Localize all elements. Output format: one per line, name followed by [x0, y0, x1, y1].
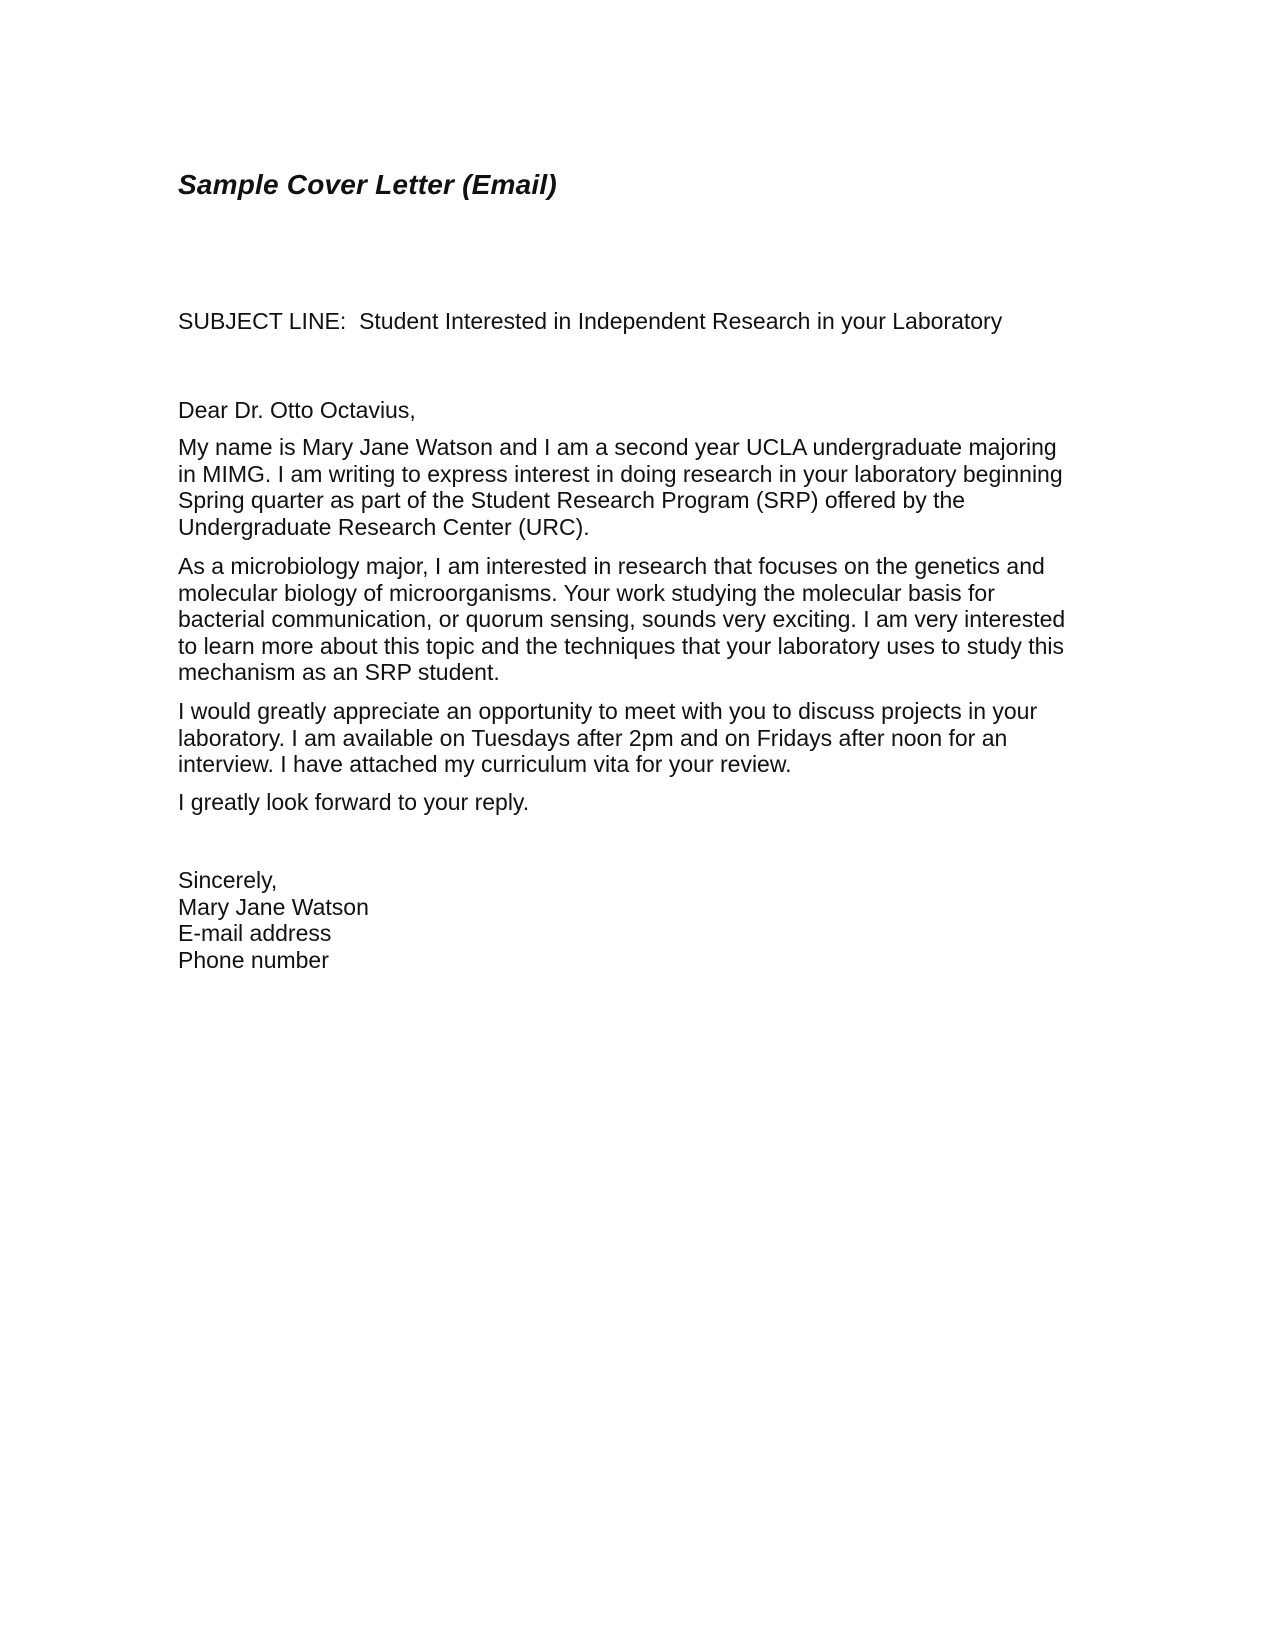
text-line: As a microbiology major, I am interested in research that focuses on the genetics and [178, 553, 1045, 579]
letter-paragraph-1 [178, 434, 1235, 540]
text-line: I greatly look forward to your reply. [178, 789, 530, 815]
salutation: Dear Dr. Otto Octavius, [178, 397, 416, 423]
text-line: bacterial communication, or quorum sensing, sounds very exciting. I am very interested [178, 606, 1066, 632]
text-line: Phone number [178, 946, 329, 973]
text-line: molecular biology of microorganisms. Your work studying the molecular basis for [178, 579, 995, 606]
text-line: mechanism as an SRP student. [178, 659, 500, 685]
text-line: Sincerely, [178, 867, 278, 893]
text-line: Mary Jane Watson [178, 893, 369, 920]
text-line: in MIMG. I am writing to express interest in doing research in your laboratory beginning [178, 460, 1063, 487]
text-line: My name is Mary Jane Watson and I am a second year UCLA undergraduate majoring [178, 434, 1057, 460]
text-line: E-mail address [178, 920, 332, 946]
signature-block [178, 867, 1235, 973]
text-line: Spring quarter as part of the Student Research Program (SRP) offered by the [178, 487, 966, 513]
page-title: Sample Cover Letter (Email) [178, 169, 557, 200]
text-line: laboratory. I am available on Tuesdays after 2pm and on Fridays after noon for an [178, 724, 1008, 751]
text-line: I would greatly appreciate an opportunity to meet with you to discuss projects in your [178, 698, 1038, 724]
letter-paragraph-4 [178, 789, 1235, 816]
letter-paragraph-3 [178, 698, 1235, 778]
text-line: to learn more about this topic and the techniques that your laboratory uses to study this [178, 632, 1065, 659]
subject-line: SUBJECT LINE: Student Interested in Independent Research in your Laboratory [178, 308, 1003, 334]
letter-paragraph-2 [178, 553, 1235, 686]
text-line: Undergraduate Research Center (URC). [178, 513, 590, 540]
text-line: interview. I have attached my curriculum vita for your review. [178, 751, 792, 777]
letter-content [178, 0, 1235, 973]
